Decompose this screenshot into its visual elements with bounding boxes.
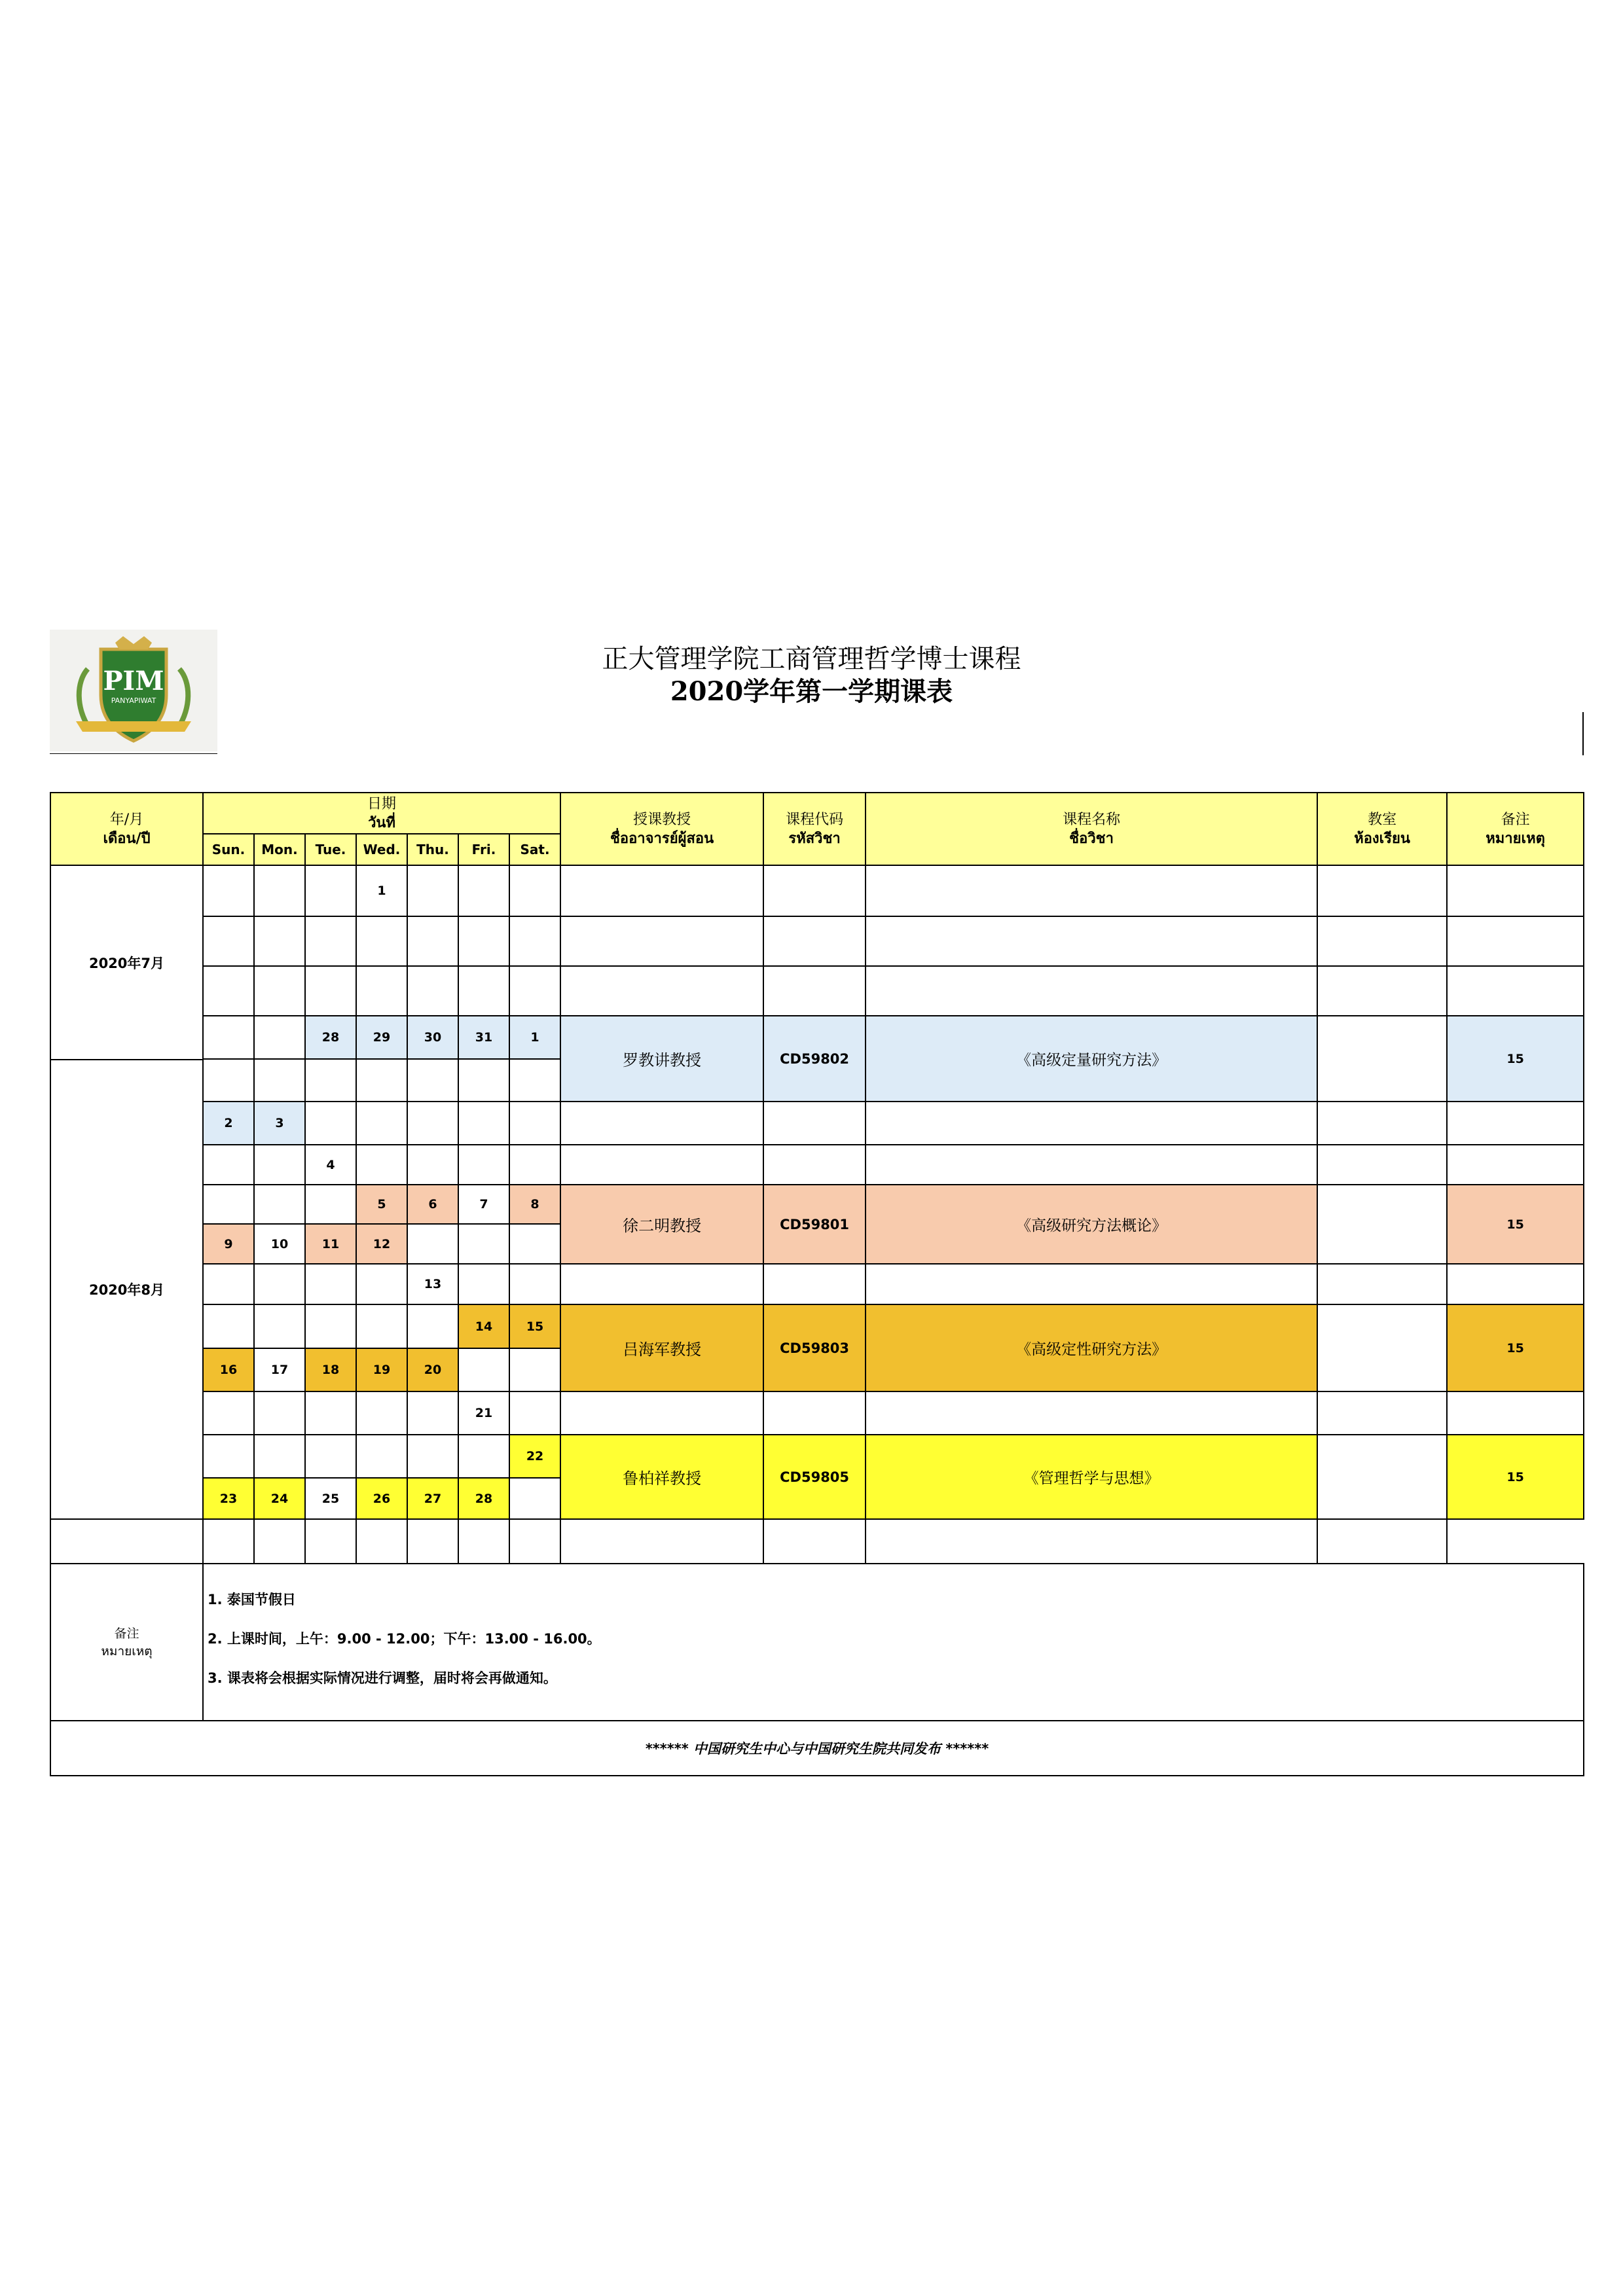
course2-professor: 徐二明教授 — [560, 1185, 763, 1264]
date-cell — [407, 916, 458, 966]
schedule-title: 2020学年第一学期课表 — [670, 676, 953, 707]
date-cell: 2 — [203, 1102, 254, 1145]
date-cell — [254, 1059, 305, 1102]
date-cell — [50, 1519, 203, 1564]
date-cell — [254, 1145, 305, 1185]
course-header-cn: 课程名称 — [1063, 811, 1121, 828]
date-cell — [356, 1145, 407, 1185]
date-cell — [356, 1264, 407, 1304]
date-cell — [356, 1059, 407, 1102]
date-cell — [254, 1519, 305, 1564]
date-cell: 18 — [305, 1348, 356, 1391]
date-cell — [356, 1519, 407, 1564]
course3-professor: 吕海军教授 — [560, 1304, 763, 1391]
course2-code: CD59801 — [763, 1185, 866, 1264]
date-cell: 16 — [203, 1348, 254, 1391]
date-cell — [509, 1102, 560, 1145]
date-cell: 11 — [305, 1224, 356, 1264]
note-item: 2. 上课时间，上午：9.00 - 12.00；下午：13.00 - 16.00。 — [208, 1631, 601, 1647]
empty-cell — [1447, 865, 1584, 916]
date-cell: 6 — [407, 1185, 458, 1224]
empty-cell — [866, 865, 1317, 916]
empty-cell — [1317, 916, 1447, 966]
date-cell — [254, 1185, 305, 1224]
date-cell — [407, 1102, 458, 1145]
empty-cell — [1317, 865, 1447, 916]
professor-header-cn: 授课教授 — [633, 811, 691, 828]
empty-cell — [560, 966, 763, 1016]
course3-room — [1317, 1304, 1447, 1391]
date-cell — [356, 916, 407, 966]
date-cell — [509, 1264, 560, 1304]
year-month-header-th: เดือน/ปี — [103, 830, 151, 847]
date-cell — [458, 1102, 509, 1145]
code-header-th: รหัสวิชา — [788, 830, 841, 847]
date-cell: 29 — [356, 1016, 407, 1059]
notes-label-th: หมายเหตุ — [101, 1643, 153, 1659]
course4-room — [1317, 1435, 1447, 1519]
date-cell: 21 — [458, 1391, 509, 1435]
date-cell: 24 — [254, 1478, 305, 1519]
date-cell — [509, 1348, 560, 1391]
date-cell — [254, 1016, 305, 1059]
remark-header — [1447, 793, 1584, 865]
date-cell — [356, 1304, 407, 1348]
course-header — [866, 793, 1317, 865]
course1-remark: 15 — [1447, 1016, 1584, 1102]
date-cell — [407, 1059, 458, 1102]
day-header-sun: Sun. — [203, 834, 254, 865]
empty-cell — [560, 1519, 763, 1564]
year-month-header — [50, 793, 203, 865]
date-cell: 22 — [509, 1435, 560, 1478]
date-cell: 10 — [254, 1224, 305, 1264]
date-cell — [458, 1519, 509, 1564]
empty-cell — [763, 1391, 866, 1435]
empty-cell — [1447, 966, 1584, 1016]
svg-text:PANYAPIWAT: PANYAPIWAT — [111, 696, 156, 705]
schedule-table — [50, 792, 1584, 1776]
course1-name: 《高级定量研究方法》 — [866, 1016, 1317, 1102]
date-cell — [356, 1102, 407, 1145]
date-cell — [254, 1304, 305, 1348]
date-cell — [305, 1304, 356, 1348]
date-header-th: วันที่ — [368, 814, 395, 831]
date-cell — [203, 1264, 254, 1304]
date-cell — [407, 1224, 458, 1264]
date-cell — [305, 1264, 356, 1304]
course2-remark: 15 — [1447, 1185, 1584, 1264]
empty-cell — [560, 1391, 763, 1435]
date-cell: 20 — [407, 1348, 458, 1391]
empty-cell — [866, 916, 1317, 966]
date-cell — [203, 916, 254, 966]
date-cell — [305, 865, 356, 916]
date-cell: 1 — [509, 1016, 560, 1059]
empty-cell — [1447, 916, 1584, 966]
date-cell — [407, 1145, 458, 1185]
professor-header-th: ชื่ออาจารย์ผู้สอน — [610, 830, 714, 847]
note-item: 3. 课表将会根据实际情况进行调整，届时将会再做通知。 — [208, 1670, 557, 1686]
month-july: 2020年7月 — [50, 865, 203, 1060]
date-cell — [407, 1304, 458, 1348]
date-cell: 27 — [407, 1478, 458, 1519]
date-cell: 30 — [407, 1016, 458, 1059]
date-header — [203, 793, 560, 834]
day-header-mon: Mon. — [254, 834, 305, 865]
date-cell — [203, 1016, 254, 1059]
course2-room — [1317, 1185, 1447, 1264]
course4-professor: 鲁柏祥教授 — [560, 1435, 763, 1519]
date-cell — [458, 865, 509, 916]
date-cell — [203, 1059, 254, 1102]
date-cell — [305, 1435, 356, 1478]
date-cell — [407, 1435, 458, 1478]
date-cell — [509, 865, 560, 916]
date-cell — [203, 1435, 254, 1478]
empty-cell — [1447, 1391, 1584, 1435]
date-cell — [203, 1145, 254, 1185]
date-cell — [305, 1102, 356, 1145]
date-cell: 12 — [356, 1224, 407, 1264]
date-cell — [407, 1391, 458, 1435]
empty-cell — [866, 966, 1317, 1016]
course4-name: 《管理哲学与思想》 — [866, 1435, 1317, 1519]
date-cell — [203, 1519, 254, 1564]
year-month-header-cn: 年/月 — [109, 811, 144, 828]
date-cell: 1 — [356, 865, 407, 916]
date-cell: 5 — [356, 1185, 407, 1224]
date-cell: 9 — [203, 1224, 254, 1264]
empty-cell — [1447, 1145, 1584, 1185]
date-cell — [356, 966, 407, 1016]
date-cell — [458, 1264, 509, 1304]
empty-cell — [866, 1391, 1317, 1435]
date-cell: 3 — [254, 1102, 305, 1145]
day-header-thu: Thu. — [407, 834, 458, 865]
empty-cell — [1317, 1391, 1447, 1435]
date-cell — [509, 1224, 560, 1264]
date-cell: 26 — [356, 1478, 407, 1519]
note-item: 1. 泰国节假日 — [208, 1592, 296, 1607]
course2-name: 《高级研究方法概论》 — [866, 1185, 1317, 1264]
day-header-sat: Sat. — [509, 834, 560, 865]
room-header-th: ห้องเรียน — [1354, 830, 1410, 847]
date-cell — [356, 1391, 407, 1435]
empty-cell — [1317, 1264, 1447, 1304]
date-cell — [203, 966, 254, 1016]
date-cell — [203, 865, 254, 916]
date-cell: 31 — [458, 1016, 509, 1059]
date-cell — [305, 916, 356, 966]
room-header-cn: 教室 — [1368, 811, 1397, 828]
code-header-cn: 课程代码 — [786, 811, 844, 828]
date-cell — [203, 1185, 254, 1224]
date-cell: 4 — [305, 1145, 356, 1185]
notes-label — [50, 1564, 203, 1721]
date-cell: 28 — [305, 1016, 356, 1059]
empty-cell — [866, 1102, 1317, 1145]
program-title: 正大管理学院工商管理哲学博士课程 — [602, 644, 1021, 674]
date-cell: 15 — [509, 1304, 560, 1348]
date-cell — [203, 1391, 254, 1435]
date-cell: 19 — [356, 1348, 407, 1391]
remark-header-th: หมายเหตุ — [1486, 830, 1545, 847]
date-cell — [305, 1519, 356, 1564]
date-cell — [305, 1185, 356, 1224]
course4-code: CD59805 — [763, 1435, 866, 1519]
date-cell: 13 — [407, 1264, 458, 1304]
header-divider — [1582, 712, 1584, 755]
empty-cell — [1317, 1519, 1447, 1564]
day-header-wed: Wed. — [356, 834, 407, 865]
empty-cell — [1317, 1145, 1447, 1185]
course3-remark: 15 — [1447, 1304, 1584, 1391]
notes-content — [203, 1564, 1584, 1721]
date-cell — [407, 1519, 458, 1564]
empty-cell — [560, 916, 763, 966]
empty-cell — [763, 916, 866, 966]
date-cell: 28 — [458, 1478, 509, 1519]
date-cell — [254, 1435, 305, 1478]
date-cell — [458, 1224, 509, 1264]
month-august: 2020年8月 — [50, 1060, 203, 1519]
notes-label-cn: 备注 — [114, 1626, 139, 1641]
date-cell — [509, 966, 560, 1016]
empty-cell — [866, 1145, 1317, 1185]
date-cell — [458, 1059, 509, 1102]
date-cell: 25 — [305, 1478, 356, 1519]
logo-underline — [50, 753, 217, 754]
course1-professor: 罗教讲教授 — [560, 1016, 763, 1102]
date-header-cn: 日期 — [367, 795, 397, 812]
date-cell — [305, 1391, 356, 1435]
empty-cell — [763, 1519, 866, 1564]
remark-header-cn: 备注 — [1501, 811, 1530, 828]
date-cell — [407, 865, 458, 916]
empty-cell — [763, 1102, 866, 1145]
course3-name: 《高级定性研究方法》 — [866, 1304, 1317, 1391]
date-cell — [305, 1059, 356, 1102]
date-cell: 8 — [509, 1185, 560, 1224]
date-cell — [458, 1348, 509, 1391]
empty-cell — [560, 1145, 763, 1185]
date-cell: 17 — [254, 1348, 305, 1391]
date-cell: 14 — [458, 1304, 509, 1348]
professor-header — [560, 793, 763, 865]
date-cell — [509, 916, 560, 966]
date-cell — [509, 1059, 560, 1102]
course-header-th: ชื่อวิชา — [1069, 830, 1114, 847]
date-cell — [254, 966, 305, 1016]
date-cell — [254, 1391, 305, 1435]
empty-cell — [509, 1519, 560, 1564]
empty-cell — [866, 1519, 1317, 1564]
date-cell — [509, 1391, 560, 1435]
empty-cell — [1317, 1102, 1447, 1145]
date-cell — [305, 966, 356, 1016]
date-cell — [203, 1304, 254, 1348]
empty-cell — [560, 1102, 763, 1145]
empty-cell — [1447, 1102, 1584, 1145]
date-cell — [458, 916, 509, 966]
date-cell — [458, 1145, 509, 1185]
date-cell: 7 — [458, 1185, 509, 1224]
date-cell — [254, 865, 305, 916]
date-cell — [254, 916, 305, 966]
date-cell — [356, 1435, 407, 1478]
date-cell: 23 — [203, 1478, 254, 1519]
empty-cell — [560, 865, 763, 916]
empty-cell — [1447, 1264, 1584, 1304]
course3-code: CD59803 — [763, 1304, 866, 1391]
date-cell — [509, 1478, 560, 1519]
empty-cell — [1317, 966, 1447, 1016]
empty-cell — [763, 865, 866, 916]
room-header — [1317, 793, 1447, 865]
date-cell — [458, 966, 509, 1016]
empty-cell — [763, 1145, 866, 1185]
course4-remark: 15 — [1447, 1435, 1584, 1519]
date-cell — [254, 1264, 305, 1304]
empty-cell — [763, 1264, 866, 1304]
publisher-footer: ****** 中国研究生中心与中国研究生院共同发布 ****** — [50, 1721, 1584, 1776]
course1-code: CD59802 — [763, 1016, 866, 1102]
course1-room — [1317, 1016, 1447, 1102]
day-header-tue: Tue. — [305, 834, 356, 865]
code-header — [763, 793, 866, 865]
date-cell — [407, 966, 458, 1016]
empty-cell — [560, 1264, 763, 1304]
date-cell — [458, 1435, 509, 1478]
empty-cell — [763, 966, 866, 1016]
svg-text:PIM: PIM — [103, 666, 164, 696]
date-cell — [509, 1145, 560, 1185]
day-header-fri: Fri. — [458, 834, 509, 865]
empty-cell — [866, 1264, 1317, 1304]
